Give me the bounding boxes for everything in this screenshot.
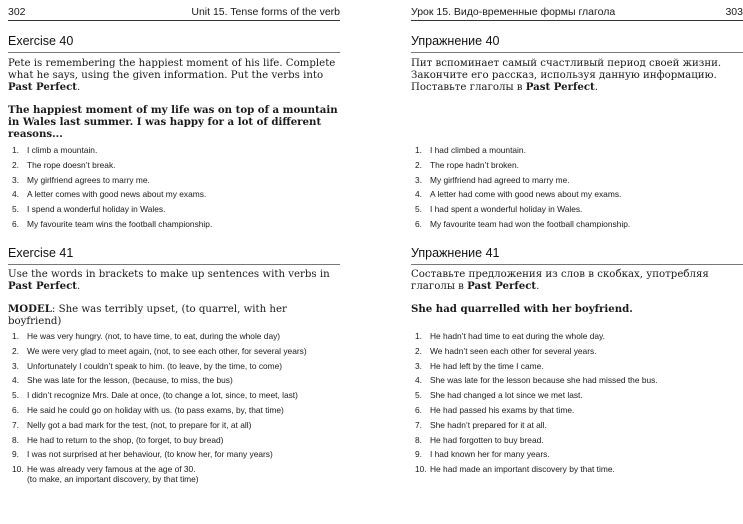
exercise-title: Упражнение 40 (411, 34, 500, 48)
item-text: I spend a wonderful holiday in Wales. (27, 204, 166, 215)
item-number: 6. (12, 404, 19, 415)
exercise-instruction: Pete is remembering the happiest moment of his life. Complete what he says, using the given information. Put the verbs into Past Perfect. (8, 58, 336, 93)
item-text: My girlfriend had agreed to marry me. (430, 174, 570, 185)
title-rule (8, 52, 340, 53)
item-text: My favourite team had won the football championship. (430, 218, 631, 229)
item-text: The rope hadn’t broken. (430, 159, 519, 170)
list-item (8, 204, 340, 219)
item-text: He was already very famous at the age of 30. (27, 464, 196, 475)
list-item (8, 189, 340, 204)
exercise-items (411, 145, 743, 234)
exercise-lead-text: The happiest moment of my life was on top of a mountain in Wales last summer. I was happy for a lot of different reasons... (8, 104, 338, 140)
running-title: Unit 15. Tense forms of the verb (191, 6, 340, 18)
list-item (411, 405, 743, 420)
item-number: 8. (12, 434, 19, 445)
item-number: 10. (415, 464, 427, 475)
list-item (411, 420, 743, 435)
item-number: 4. (415, 189, 422, 200)
title-rule (411, 264, 743, 265)
item-number: 1. (415, 145, 422, 155)
item-text: I climb a mountain. (27, 145, 98, 155)
exercise-instruction: Use the words in brackets to make up sentences with verbs in Past Perfect. (8, 269, 330, 292)
item-number: 7. (415, 419, 422, 430)
list-item (411, 145, 743, 160)
list-item (411, 204, 743, 219)
item-text-continued: (to make, an important discovery, by that time) (27, 474, 199, 485)
exercise-items (8, 145, 340, 234)
list-item (8, 160, 340, 175)
item-number: 9. (12, 449, 19, 460)
item-text: He was very hungry. (not, to have time, to eat, during the whole day) (27, 331, 281, 341)
item-number: 2. (12, 345, 19, 356)
item-text: We hadn’t seen each other for several years. (430, 345, 597, 356)
item-text: She had changed a lot since we met last. (430, 390, 583, 401)
exercise-title: Упражнение 41 (411, 246, 500, 260)
list-item (411, 331, 743, 346)
list-item (8, 435, 340, 450)
item-text: He hadn’t had time to eat during the whole day. (430, 331, 605, 341)
item-number: 9. (415, 449, 422, 460)
list-item (8, 405, 340, 420)
list-item (411, 189, 743, 204)
page-number: 302 (8, 6, 26, 18)
item-text: He said he could go on holiday with us. (to pass exams, by, that time) (27, 404, 284, 415)
item-text: I was not surprised at her behaviour, (to know her, for many years) (27, 449, 273, 460)
list-item (411, 219, 743, 234)
item-text: Nelly got a bad mark for the test, (not, to prepare for it, at all) (27, 419, 252, 430)
model-line: MODEL: She was terribly upset, (to quarrel, with her boyfriend) (8, 303, 287, 327)
list-item (411, 175, 743, 190)
header-rule (411, 20, 743, 21)
item-number: 4. (12, 375, 19, 386)
exercise-items (8, 331, 340, 486)
item-text: He had left by the time I came. (430, 360, 544, 371)
item-number: 10. (12, 464, 24, 475)
item-text: My girlfriend agrees to marry me. (27, 174, 150, 185)
list-item (411, 435, 743, 450)
item-number: 6. (12, 218, 19, 229)
item-number: 3. (12, 174, 19, 185)
item-number: 5. (415, 390, 422, 401)
item-number: 2. (12, 159, 19, 170)
list-item (8, 219, 340, 234)
running-header (8, 6, 340, 20)
running-header (411, 6, 743, 20)
title-rule (8, 264, 340, 265)
list-item (8, 420, 340, 435)
item-number: 8. (415, 434, 422, 445)
list-item (411, 160, 743, 175)
item-text: The rope doesn’t break. (27, 159, 116, 170)
item-text: She hadn’t prepared for it at all. (430, 419, 547, 430)
list-item (8, 361, 340, 376)
item-text: Unfortunately I couldn’t speak to him. (to leave, by the time, to come) (27, 360, 283, 371)
list-item (411, 449, 743, 464)
item-text: He had made an important discovery by that time. (430, 464, 615, 475)
item-number: 5. (12, 204, 19, 215)
item-number: 1. (12, 331, 19, 341)
item-number: 2. (415, 345, 422, 356)
item-number: 3. (415, 174, 422, 185)
item-number: 7. (12, 419, 19, 430)
list-item (8, 375, 340, 390)
list-item (411, 361, 743, 376)
item-number: 3. (415, 360, 422, 371)
exercise-instruction: Составьте предложения из слов в скобках, употребляя глаголы в Past Perfect. (411, 269, 709, 292)
item-number: 5. (12, 390, 19, 401)
right-page (411, 0, 743, 524)
title-rule (411, 52, 743, 53)
item-text: I had known her for many years. (430, 449, 550, 460)
exercise-items (411, 331, 743, 479)
item-text: He had to return to the shop, (to forget, to buy bread) (27, 434, 224, 445)
list-item (8, 145, 340, 160)
list-item (8, 449, 340, 464)
item-text: She was late for the lesson because she had missed the bus. (430, 375, 658, 386)
item-number: 6. (415, 218, 422, 229)
list-item (8, 175, 340, 190)
item-number: 1. (12, 145, 19, 155)
item-number: 1. (415, 331, 422, 341)
model-answer: She had quarrelled with her boyfriend. (411, 303, 633, 315)
item-number: 4. (12, 189, 19, 200)
item-text: She was late for the lesson, (because, to miss, the bus) (27, 375, 233, 386)
item-text: He had forgotten to buy bread. (430, 434, 544, 445)
item-number: 6. (415, 404, 422, 415)
list-item (8, 331, 340, 346)
item-text: I had spent a wonderful holiday in Wales. (430, 204, 583, 215)
item-number: 2. (415, 159, 422, 170)
exercise-title: Exercise 41 (8, 246, 74, 260)
running-title: Урок 15. Видо-временные формы глагола (411, 6, 616, 18)
item-text: We were very glad to meet again, (not, to see each other, for several years) (27, 345, 307, 356)
item-text: I had climbed a mountain. (430, 145, 526, 155)
item-text: He had passed his exams by that time. (430, 404, 575, 415)
item-number: 4. (415, 375, 422, 386)
item-text: My favourite team wins the football championship. (27, 218, 213, 229)
item-text: A letter had come with good news about my exams. (430, 189, 622, 200)
list-item (411, 375, 743, 390)
left-page (8, 0, 340, 524)
list-item (411, 390, 743, 405)
header-rule (8, 20, 340, 21)
item-number: 5. (415, 204, 422, 215)
list-item (411, 464, 743, 479)
page-number: 303 (725, 6, 743, 18)
item-number: 3. (12, 360, 19, 371)
exercise-title: Exercise 40 (8, 34, 74, 48)
list-item (411, 346, 743, 361)
list-item (8, 390, 340, 405)
list-item (8, 464, 340, 486)
item-text: A letter comes with good news about my exams. (27, 189, 207, 200)
list-item (8, 346, 340, 361)
item-text: I didn’t recognize Mrs. Dale at once, (to change a lot, since, to meet, last) (27, 390, 298, 401)
exercise-instruction: Пит вспоминает самый счастливый период своей жизни. Закончите его рассказ, используя данную информацию. Поставьте глаголы в Past Perfect. (411, 58, 722, 93)
